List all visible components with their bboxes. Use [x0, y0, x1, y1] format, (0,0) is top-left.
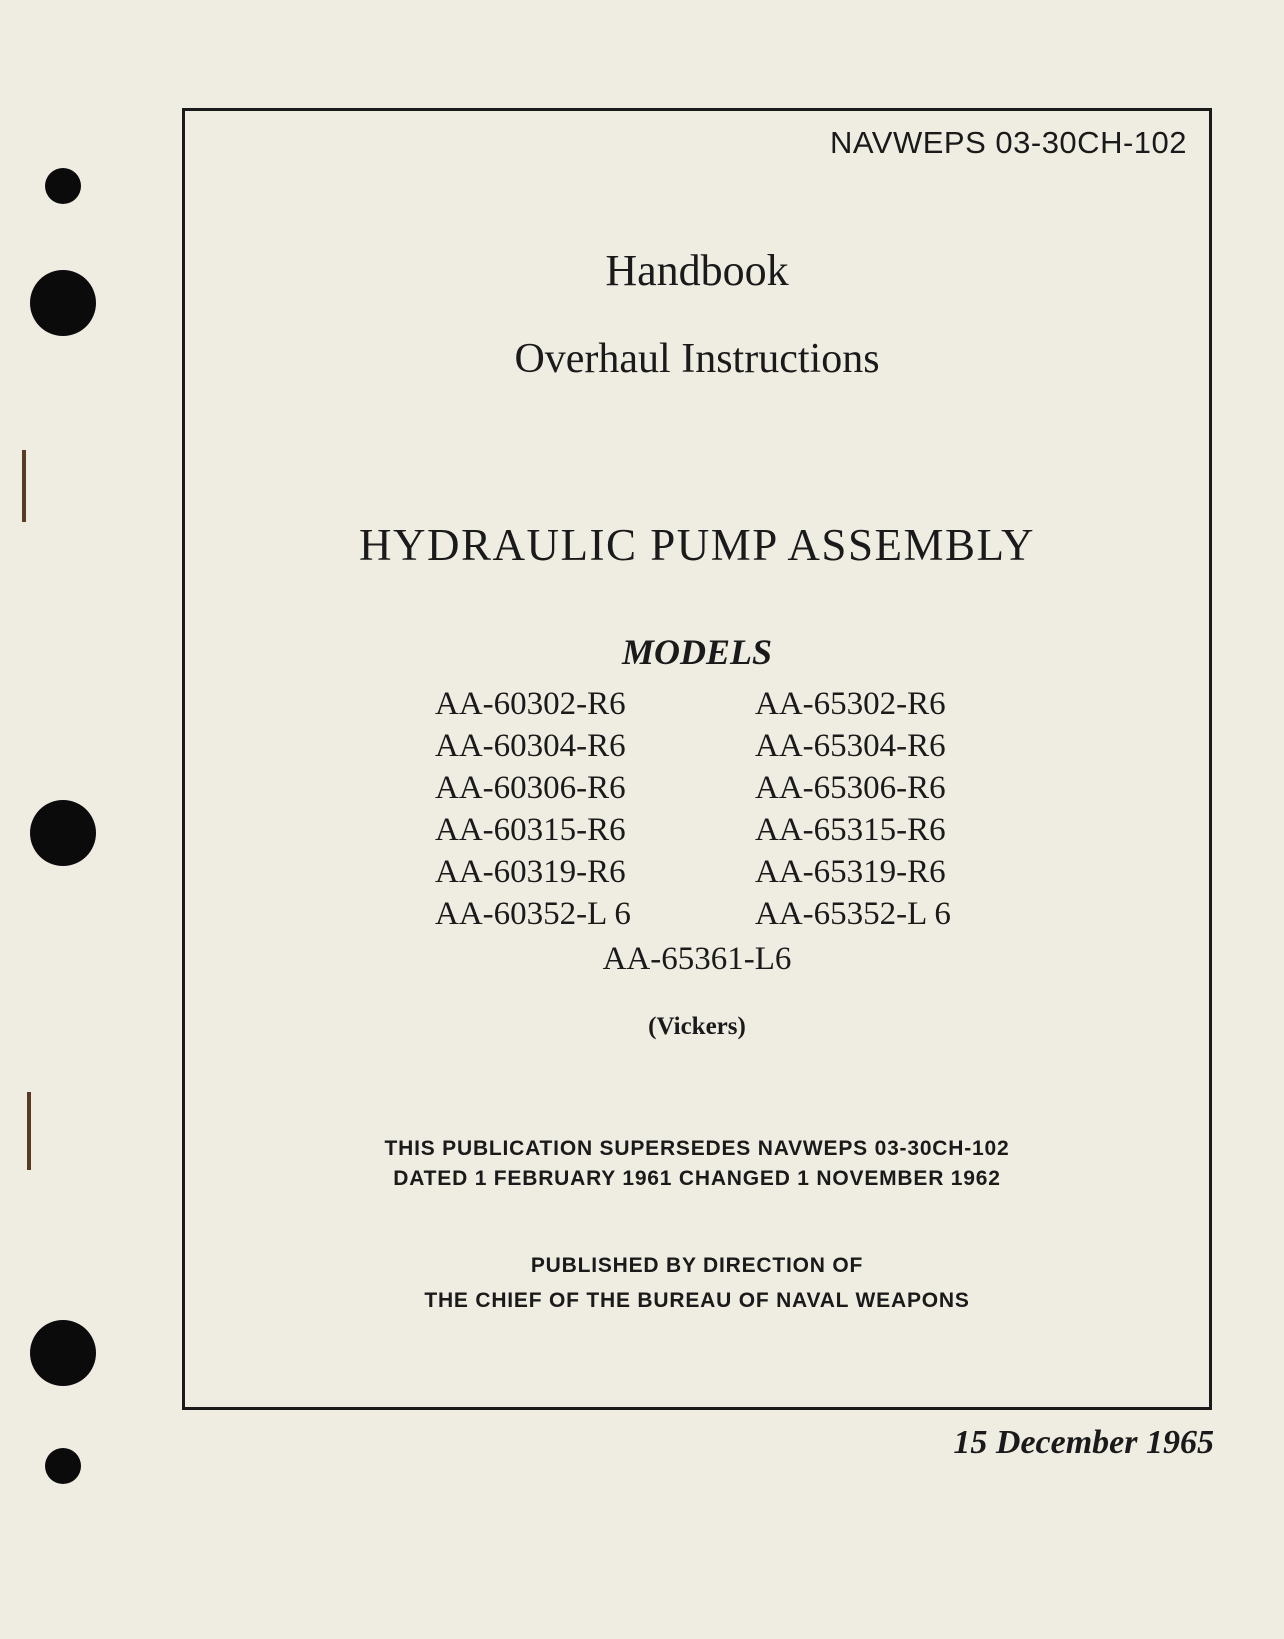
supersedes-line-1: THIS PUBLICATION SUPERSEDES NAVWEPS 03-30CH-102 — [384, 1137, 1010, 1160]
model-item: AA-65319-R6 — [755, 854, 946, 890]
binder-hole-3 — [30, 800, 96, 866]
model-item: AA-65352-L 6 — [755, 896, 951, 932]
publisher-line-2: THE CHIEF OF THE BUREAU OF NAVAL WEAPONS — [424, 1289, 970, 1312]
main-title: HYDRAULIC PUMP ASSEMBLY — [359, 520, 1035, 570]
staple-mark-bottom — [27, 1092, 31, 1170]
binder-hole-1 — [45, 168, 81, 204]
model-item: AA-60315-R6 — [435, 812, 626, 848]
handbook-title: Handbook — [605, 246, 789, 295]
manufacturer: (Vickers) — [648, 1013, 746, 1040]
document-number: NAVWEPS 03-30CH-102 — [830, 125, 1187, 160]
models-label: MODELS — [621, 632, 773, 672]
model-item: AA-65306-R6 — [755, 770, 946, 806]
model-item: AA-60352-L 6 — [435, 896, 631, 932]
model-item: AA-65304-R6 — [755, 728, 946, 764]
model-item: AA-65315-R6 — [755, 812, 946, 848]
model-item: AA-60304-R6 — [435, 728, 626, 764]
staple-mark-top — [22, 450, 26, 522]
binder-hole-4 — [30, 1320, 96, 1386]
model-item: AA-65302-R6 — [755, 686, 946, 722]
publication-date: 15 December 1965 — [953, 1424, 1214, 1461]
binder-hole-5 — [45, 1448, 81, 1484]
models-list — [435, 685, 1075, 934]
publisher-line-1: PUBLISHED BY DIRECTION OF — [530, 1254, 864, 1277]
model-item: AA-60306-R6 — [435, 770, 626, 806]
model-item: AA-60302-R6 — [435, 686, 626, 722]
binder-hole-2 — [30, 270, 96, 336]
cover-frame — [182, 108, 1212, 1410]
model-item-last: AA-65361-L6 — [602, 941, 792, 977]
model-item: AA-60319-R6 — [435, 854, 626, 890]
overhaul-subtitle: Overhaul Instructions — [514, 336, 880, 382]
supersedes-line-2: DATED 1 FEBRUARY 1961 CHANGED 1 NOVEMBER 1962 — [393, 1167, 1001, 1190]
